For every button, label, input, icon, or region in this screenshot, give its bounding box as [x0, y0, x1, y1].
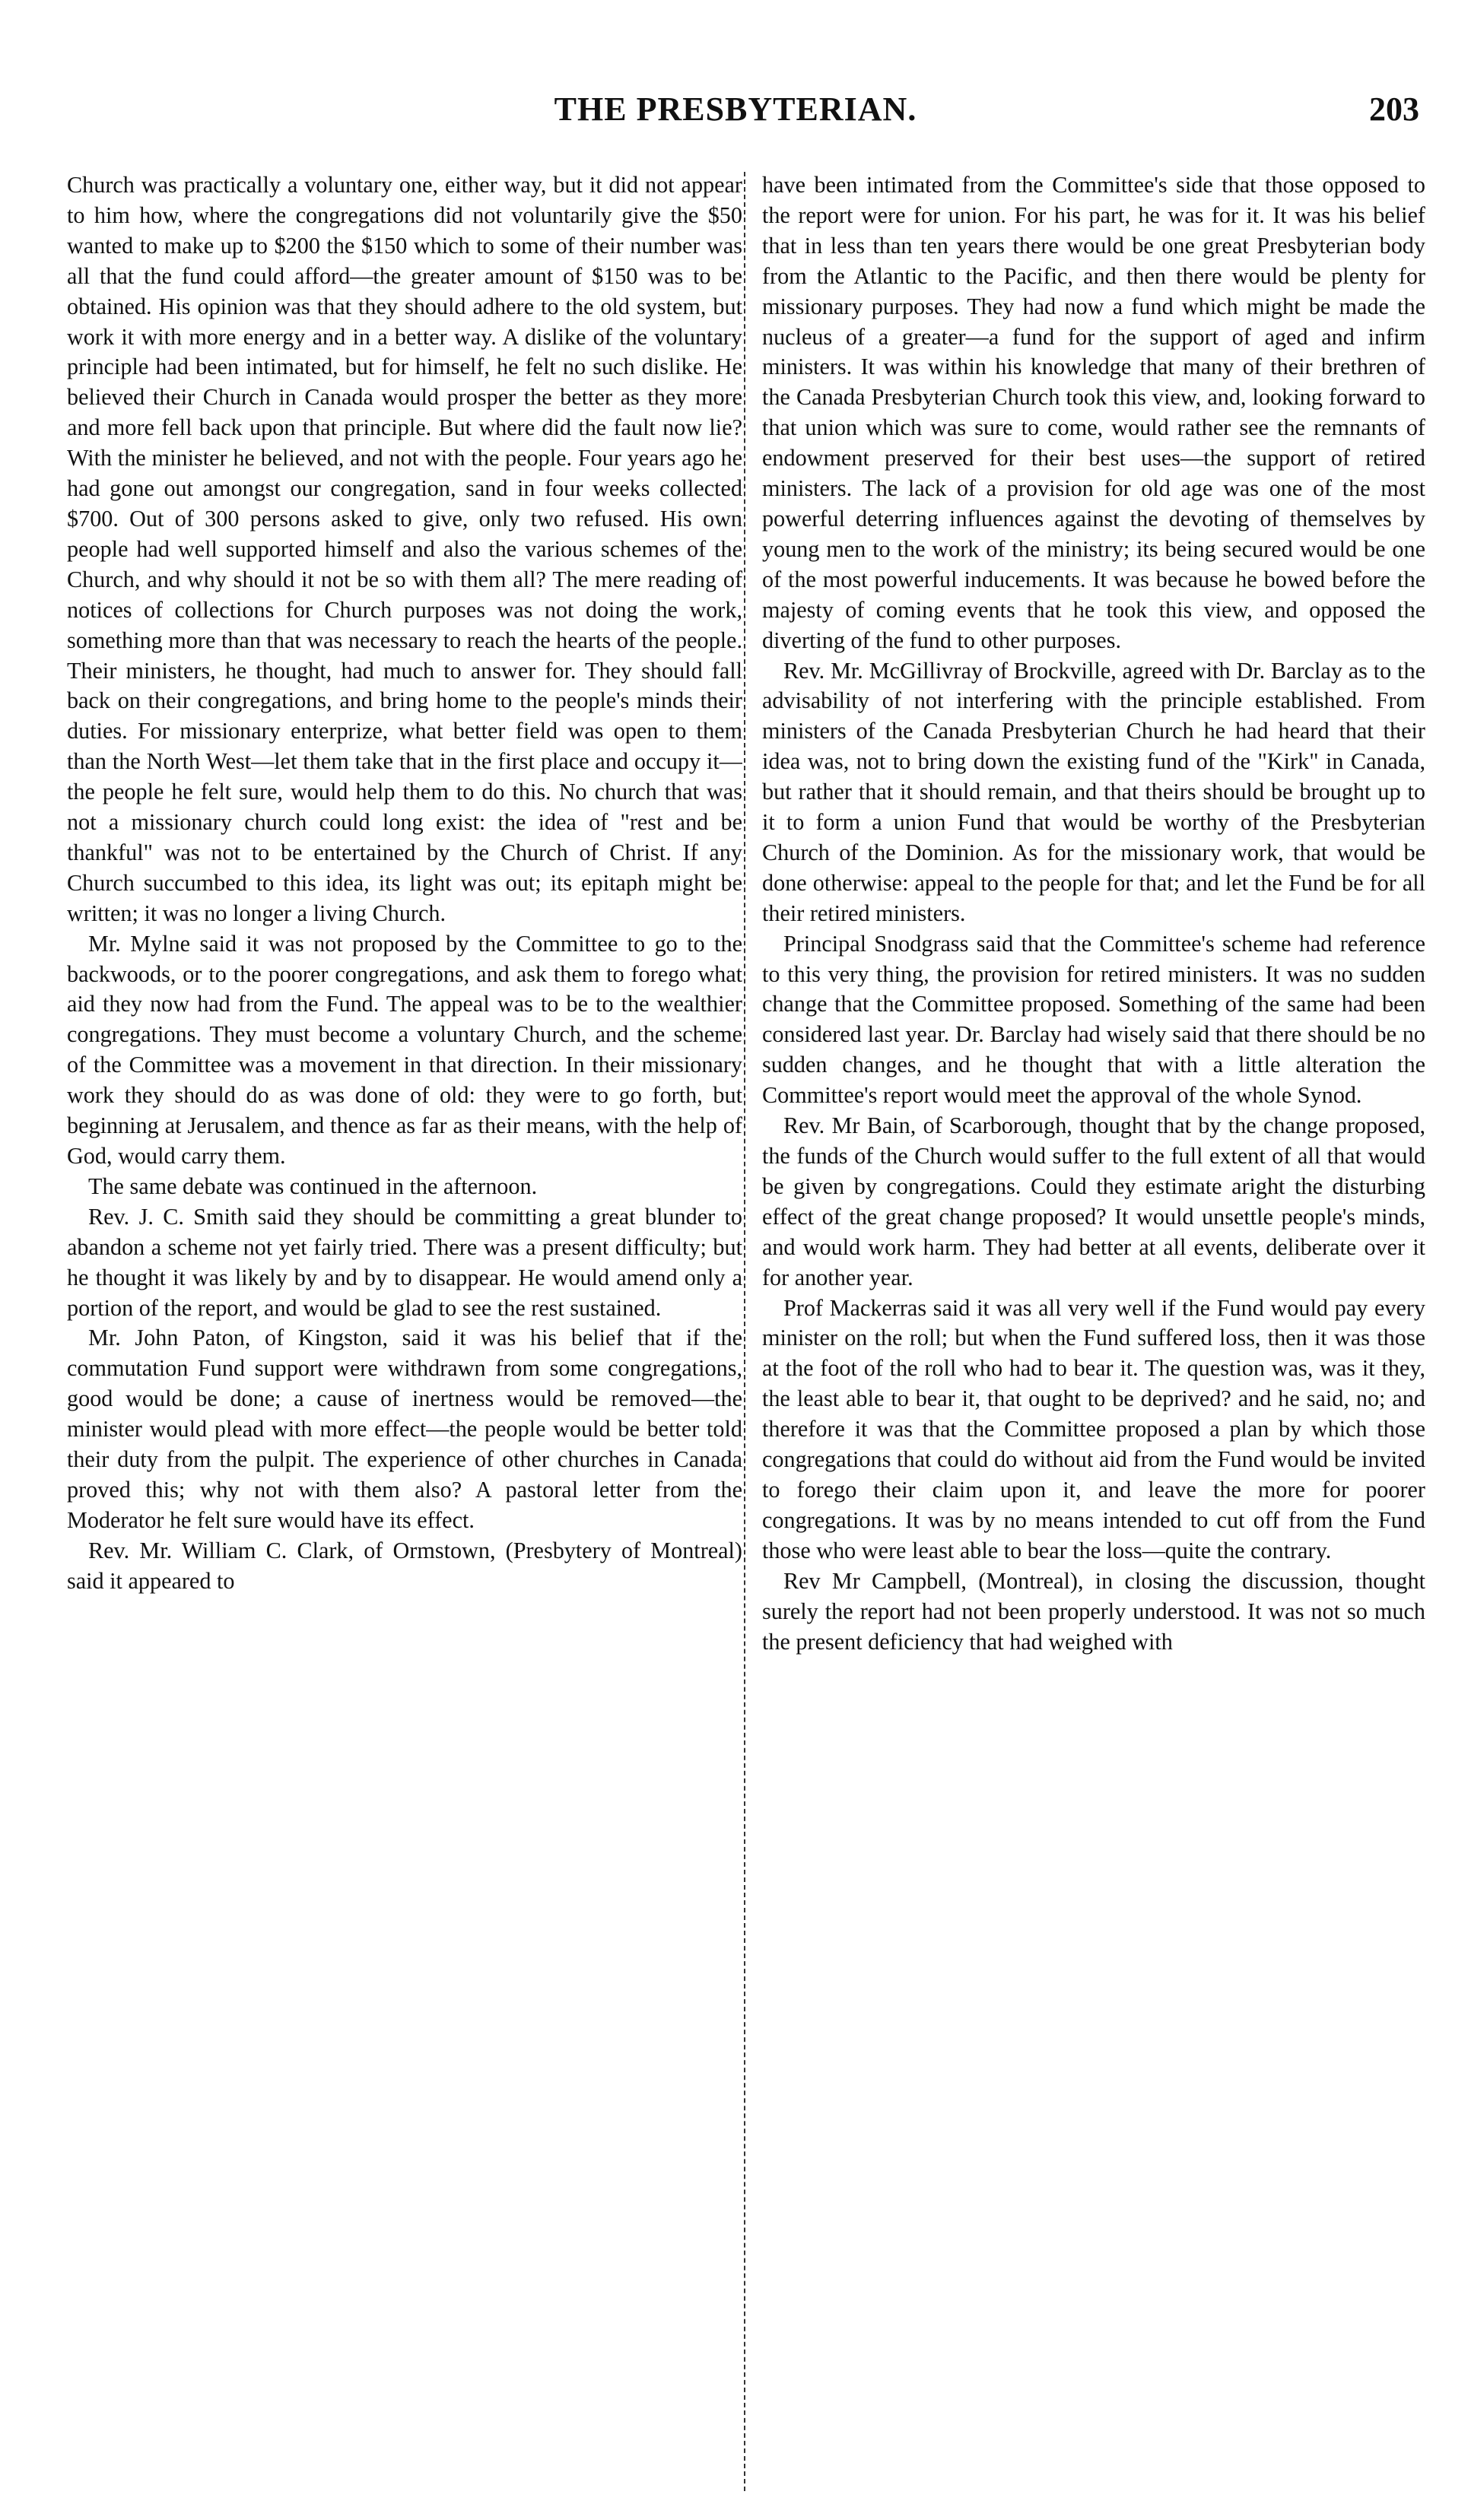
running-title: THE PRESBYTERIAN.: [554, 90, 917, 128]
page-header: [46, 90, 1425, 143]
paragraph-rev-william-clark: Rev. Mr. William C. Clark, of Ormstown, (Presbytery of Montreal) said it appeared to: [67, 1537, 742, 1594]
paragraph-prof-mackerras: Prof Mackerras said it was all very well if the Fund would pay every minister on the roll; but when the Fund suffered loss, then it was those at the foot of the roll who had to bear it. The question was, was it they, the least able to bear it, that ought to be deprived? and he said, no; and therefore it was that the Committee proposed a plan by which those congregations that could do without aid from the Fund would be invited to forego their claim upon it, and leave the more for poorer congregations. It was by no means intended to cut off from the Fund those who were least able to bear the loss—quite the contrary.: [762, 1294, 1425, 1563]
paragraph-rev-j-c-smith: Rev. J. C. Smith said they should be committing a great blunder to abandon a scheme not yet fairly tried. There was a present difficulty; but he thought it was likely by and by to disappear. He would amend only a portion of the report, and would be glad to see the rest sustained.: [67, 1203, 742, 1321]
paragraph-mr-john-paton: Mr. John Paton, of Kingston, said it was his belief that if the commutation Fund support were withdrawn from some congregations, good would be done; a cause of inertness would be removed—the minister would plead with more effect—the people would be better told their duty from the pulpit. The experience of other churches in Canada proved this; why not with them also? A pastoral letter from the Moderator he felt sure would have its effect.: [67, 1325, 742, 1533]
paragraph-principal-snodgrass: Principal Snodgrass said that the Committee's scheme had reference to this very thing, the provision for retired ministers. It was no sudden change that the Committee proposed. Something of the same had been considered last year. Dr. Barclay had wisely said that there should be no sudden changes, and he thought that with a little alteration the Committee's report would meet the approval of the whole Synod.: [762, 930, 1425, 1109]
page-number: 203: [1369, 90, 1419, 128]
column-divider: [744, 172, 745, 2491]
paragraph-rev-campbell: Rev Mr Campbell, (Montreal), in closing the discussion, thought surely the report had not been properly understood. It was not so much the present deficiency that had weighed with: [762, 1567, 1425, 1655]
right-column: [762, 170, 1425, 2497]
paragraph-church-voluntary: Church was practically a voluntary one, either way, but it did not appear to him how, where the congregations did not voluntarily give the $50 wanted to make up to $200 the $150 which to some of their number was all that the fund could afford—the greater amount of $150 was to be obtained. His opinion was that they should adhere to the old system, but work it with more energy and in a better way. A dislike of the voluntary principle had been intimated, but for himself, he felt no such dislike. He believed their Church in Canada would prosper the better as they more and more fell back upon that principle. But where did the fault now lie? With the minister he believed, and not with the people. Four years ago he had gone out amongst our congregation, sand in four weeks collected $700. Out of 300 persons asked to give, only two refused. His own people had well supported himself and also the various schemes of the Church, and why should it not be so with them all? The mere reading of notices of collections for Church purposes was not doing the work, something more than that was necessary to reach the hearts of the people. Their ministers, he thought, had much to answer for. They should fall back on their congregations, and bring home to the people's minds their duties. For missionary enterprize, what better field was open to them than the North West—let them take that in the first place and occupy it—the people he felt sure, would help them to do this. No church that was not a missionary church could long exist: the idea of "rest and be thankful" was not to be entertained by the Church of Christ. If any Church succumbed to this idea, its light was out; its epitaph might be written; it was no longer a living Church.: [67, 172, 742, 926]
left-column: [67, 170, 742, 2497]
paragraph-mr-mylne: Mr. Mylne said it was not proposed by the Committee to go to the backwoods, or to the poorer congregations, and ask them to forego what aid they now had from the Fund. The appeal was to be to the wealthier congregations. They must become a voluntary Church, and the scheme of the Committee was a movement in that direction. In their missionary work they should do as was done of old: they were to go forth, but beginning at Jerusalem, and thence as far as their means, with the help of God, would carry them.: [67, 930, 742, 1169]
paragraph-rev-bain: Rev. Mr Bain, of Scarborough, thought that by the change proposed, the funds of the Church would suffer to the full extent of all that would be given by congregations. Could they estimate aright the disturbing effect of the great change proposed? It would unsettle people's minds, and would work harm. They had better at all events, deliberate over it for another year.: [762, 1112, 1425, 1290]
paragraph-rev-mcgillivray: Rev. Mr. McGillivray of Brockville, agreed with Dr. Barclay as to the advisability of not interfering with the principle established. From ministers of the Canada Presbyterian Church he had heard that their idea was, not to bring down the existing fund of the "Kirk" in Canada, but rather that it should remain, and that theirs should be brought up to it to form a union Fund that would be worthy of the Presbyterian Church of the Dominion. As for the missionary work, that would be done otherwise: appeal to the people for that; and let the Fund be for all their retired ministers.: [762, 657, 1425, 926]
paragraph-debate-continued: The same debate was continued in the afternoon.: [88, 1173, 538, 1199]
paragraph-union-fund: have been intimated from the Committee's side that those opposed to the report were for union. For his part, he was for it. It was his belief that in less than ten years there would be one great Presbyterian body from the Atlantic to the Pacific, and then there would be plenty for missionary purposes. They had now a fund which might be made the nucleus of a greater—a fund for the support of aged and infirm ministers. It was within his knowledge that many of their brethren of the Canada Presbyterian Church took this view, and, looking forward to that union which was sure to come, would rather see the remnants of endowment preserved for their best uses—the support of retired ministers. The lack of a provision for old age was one of the most powerful deterring influences against the devoting of themselves by young men to the work of the ministry; its being secured would be one of the most powerful inducements. It was because he bowed before the majesty of coming events that he took this view, and opposed the diverting of the fund to other purposes.: [762, 172, 1425, 653]
